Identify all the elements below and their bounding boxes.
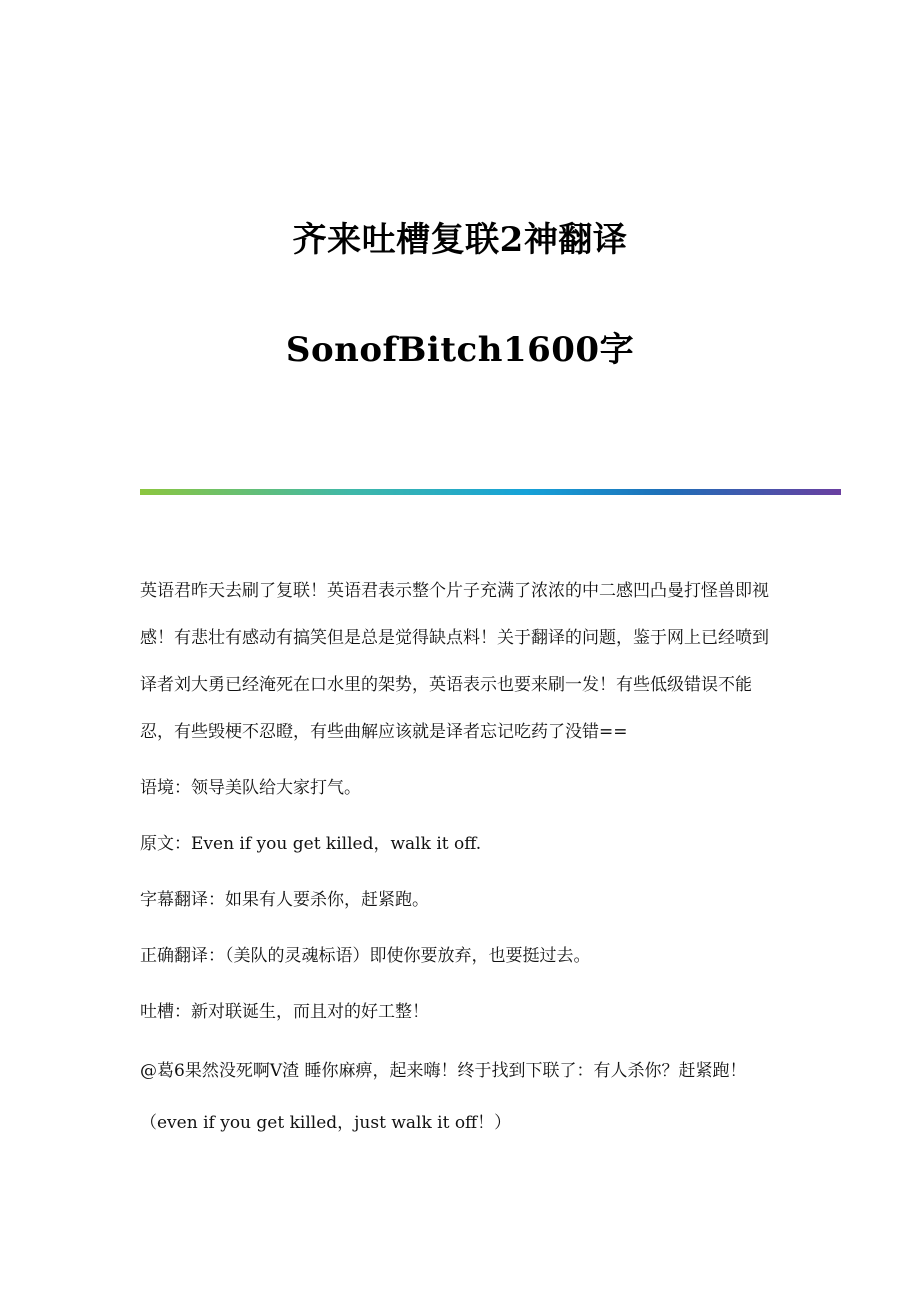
comment-paragraph: 吐槽：新对联诞生，而且对的好工整！ bbox=[140, 1002, 429, 1022]
title-line-1: 齐来吐槽复联2神翻译 bbox=[292, 220, 628, 260]
document-body bbox=[140, 568, 772, 1149]
title-line-2: SonofBitch1600字 bbox=[285, 330, 635, 370]
correct-translation-paragraph: 正确翻译：（美队的灵魂标语）即使你要放弃，也要挺过去。 bbox=[140, 946, 591, 966]
user-comment-paragraph: @葛6果然没死啊V渣 睡你麻痹，起来嗨！终于找到下联了：有人杀你？赶紧跑！（even if you get killed，just walk it off！） bbox=[140, 1061, 747, 1133]
original-text-paragraph: 原文：Even if you get killed，walk it off. bbox=[140, 834, 482, 854]
context-paragraph: 语境：领导美队给大家打气。 bbox=[140, 778, 361, 798]
document-title bbox=[0, 210, 920, 380]
gradient-divider bbox=[140, 489, 841, 495]
subtitle-translation-paragraph: 字幕翻译：如果有人要杀你，赶紧跑。 bbox=[140, 890, 429, 910]
intro-paragraph: 英语君昨天去刷了复联！英语君表示整个片子充满了浓浓的中二感凹凸曼打怪兽即视感！有悲壮有感动有搞笑但是总是觉得缺点料！关于翻译的问题，鉴于网上已经喷到译者刘大勇已经淹死在口水里的架势，英语表示也要来刷一发！有些低级错误不能忍，有些毁梗不忍瞪，有些曲解应该就是译者忘记吃药了没错== bbox=[140, 581, 769, 742]
